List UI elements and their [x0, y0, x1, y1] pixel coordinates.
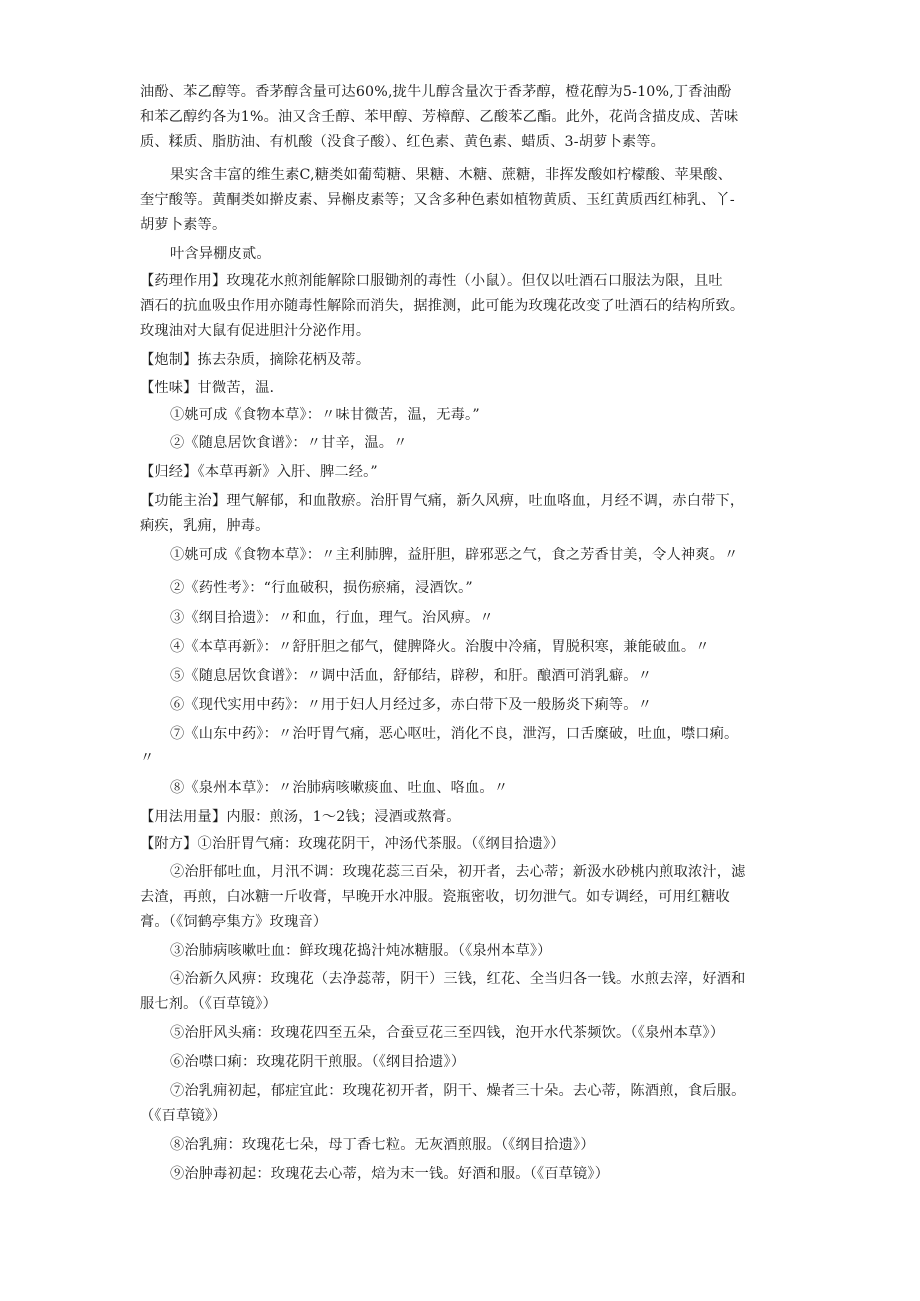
- section-heading-taste: 【性味】甘微苦，温.: [140, 380, 275, 396]
- citation-line: ②《随息居饮食谱》：〃甘辛，温。〃: [170, 435, 408, 451]
- text-line: 质、糅质、脂肪油、有机酸（没食子酸）、红色素、黄色素、蜡质、3-胡萝卜素等。: [140, 134, 666, 150]
- text-line: 叶含异棚皮贰。: [170, 246, 271, 262]
- citation-line: ③《纲目拾遗》：〃和血，行血，理气。治风痹。〃: [170, 610, 494, 626]
- citation-line: ①姚可成《食物本草》：〃味甘微苦，温，无毒。”: [170, 407, 480, 423]
- text-line: （《百草镜》）: [140, 1108, 227, 1124]
- citation-line: ⑥《现代实用中药》：〃用于妇人月经过多，赤白带下及一般肠炎下痢等。〃: [170, 697, 653, 713]
- text-line: ⑤治肝风头痛：玫瑰花四至五朵，合蚕豆花三至四钱，泡开水代茶频饮。（《泉州本草》）: [170, 1025, 725, 1041]
- citation-line: ⑦《山东中药》：〃治吁胃气痛，恶心呕吐，消化不良，泄泻，口舌糜破，吐血，噤口痢。: [170, 726, 739, 742]
- text-line: ⑥治噤口痢：玫瑰花阴干煎服。（《纲目拾遗》）: [170, 1054, 466, 1070]
- citation-line: ⑧《泉州本草》：〃治肺病咳嗽痰血、吐血、咯血。〃: [170, 780, 509, 796]
- text-line: 玫瑰油对大鼠有促进胆汁分泌作用。: [140, 323, 371, 339]
- text-line: 油酚、苯乙醇等。香茅醇含量可达60%,拢牛儿醇含量次于香茅醇，橙花醇为5-10%,丁香油酚: [140, 84, 732, 100]
- citation-line: ②《药性考》：“行血破积，损伤瘀痛，浸酒饮。”: [170, 580, 473, 596]
- text-line: 服七剂。（《百草镜》）: [140, 996, 277, 1012]
- text-line: ⑨治肿毒初起：玫瑰花去心蒂，焙为末一钱。好酒和服。（《百草镜》）: [170, 1166, 610, 1182]
- citation-line: ⑤《随息居饮食谱》：〃调中活血，舒郁结，辟秽，和肝。酿酒可消乳癖。〃: [170, 668, 653, 684]
- text-line: ⑦治乳痈初起，郁症宜此：玫瑰花初开者，阴干、燥者三十朵。去心蒂，陈酒煎，食后服。: [170, 1083, 746, 1099]
- text-line: 和苯乙醇约各为1%。油又含壬醇、苯甲醇、芳樟醇、乙酸苯乙酯。此外，花尚含描皮成、苦味: [140, 109, 739, 125]
- text-line: 果实含丰富的维生素C,糖类如葡萄糖、果糖、木糖、蔗糖，非挥发酸如柠檬酸、苹果酸、: [170, 167, 732, 183]
- citation-line: ①姚可成《食物本草》：〃主利肺脾，益肝胆，辟邪恶之气，食之芳香甘美，令人神爽。〃: [170, 547, 739, 563]
- text-line: ④治新久风痹：玫瑰花（去净蕊蒂，阴干）三钱，红花、全当归各一钱。水煎去滓，好酒和: [170, 971, 746, 987]
- section-heading-pharmacology: 【药理作用】玫瑰花水煎剂能解除口服锄剂的毒性（小鼠）。但仅以吐酒石口服法为限，且吐: [140, 273, 723, 289]
- text-line: 胡萝卜素等。: [140, 217, 227, 233]
- text-line: ⑧治乳痈：玫瑰花七朵，母丁香七粒。无灰酒煎服。（《纲目拾遗》）: [170, 1137, 595, 1153]
- text-line: 去渣，再煎，白冰糖一斤收膏，早晚开水冲服。瓷瓶密收，切勿泄气。如专调经，可用红糖收: [140, 889, 730, 905]
- text-line: 膏。（《饲鹤亭集方》玫瑰音）: [140, 914, 328, 930]
- text-line: 酒石的抗血吸虫作用亦随毒性解除而消失，据推测，此可能为玫瑰花改变了吐酒石的结构所致。: [140, 298, 745, 314]
- section-heading-meridian: 【归经】《本草再新》入肝、脾二经。”: [140, 464, 378, 480]
- section-heading-prescriptions: 【附方】①治肝胃气痛：玫瑰花阴干，冲汤代茶服。（《纲目拾遗》）: [140, 836, 565, 852]
- text-line: 痢疾，乳痈，肿毒。: [140, 518, 270, 534]
- text-line: ③治肺病咳嗽吐血：鲜玫瑰花捣汁炖冰糖服。（《泉州本草》）: [170, 943, 552, 959]
- section-heading-dosage: 【用法用量】内服：煎汤，1〜2钱；浸酒或熬膏。: [140, 809, 461, 825]
- section-heading-function: 【功能主治】理气解郁，和血散瘀。治肝胃气痛，新久风痹，吐血咯血，月经不调，赤白带下，: [140, 493, 745, 509]
- section-heading-processing: 【炮制】拣去杂质，摘除花柄及蒂。: [140, 352, 371, 368]
- text-line: 〃: [140, 750, 155, 766]
- text-line: 奎宁酸等。黄酮类如擀皮素、异槲皮素等；又含多种色素如植物黄质、玉红黄质西红柿乳、丫-: [140, 192, 735, 208]
- citation-line: ④《本草再新》：〃舒肝胆之郁气，健脾降火。治腹中冷痛，胃脱积寒，兼能破血。〃: [170, 639, 710, 655]
- text-line: ②治肝郁吐血，月汛不调：玫瑰花蕊三百朵，初开者，去心蒂；新汲水砂桃内煎取浓汁，滤: [170, 864, 746, 880]
